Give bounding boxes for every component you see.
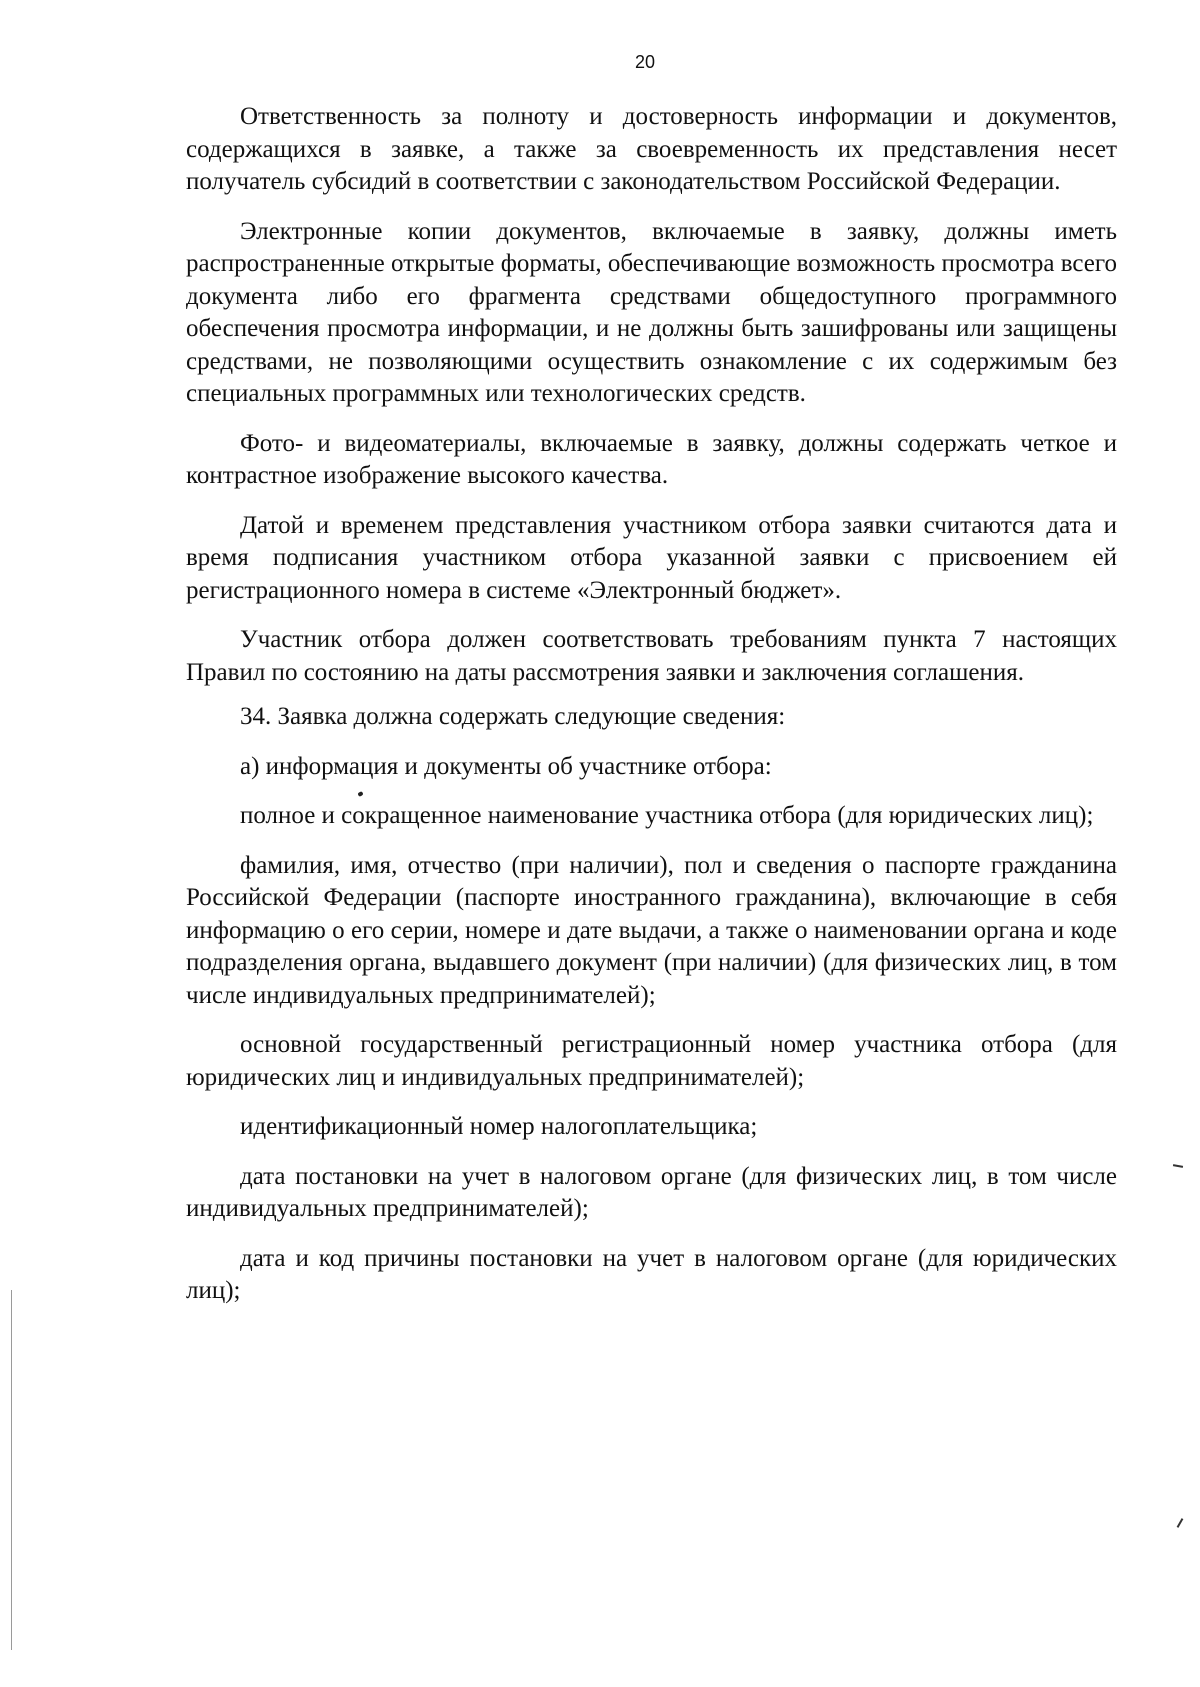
scan-dash-mark (1173, 1164, 1183, 1168)
paragraph-subitem-a: а) информация и документы об участнике отбора: (240, 752, 772, 780)
paragraph-electronic-copies: Электронные копии документов, включаемые в заявку, должны иметь распространенные открытые форматы, обеспечивающие возможность просмотра всего документа либо его фрагмента средствами общедоступного программного обеспечения просмотра информации, и не должны быть зашифрованы или защищены средствами, не позволяющими осуществить ознакомление с их содержимым без специальных программных или технологических средств. (186, 217, 1117, 407)
page-number: 20 (634, 52, 656, 72)
scan-margin-line (11, 1290, 12, 1650)
paragraph-participant-requirements: Участник отбора должен соответствовать требованиям пункта 7 настоящих Правил по состоянию на даты рассмотрения заявки и заключения соглашения. (186, 626, 1117, 686)
paragraph-photo-video: Фото- и видеоматериалы, включаемые в заявку, должны содержать четкое и контрастное изображение высокого качества. (186, 429, 1117, 489)
paragraph-passport-details: фамилия, имя, отчество (при наличии), пол и сведения о паспорте гражданина Российской Федерации (паспорте иностранного гражданина), включающие в себя информацию о его серии, номере и дате выдачи, а также о наименовании органа и коде подразделения органа, выдавшего документ (при наличии) (для физических лиц, в том числе индивидуальных предпринимателей); (186, 851, 1117, 1009)
paragraph-inn: идентификационный номер налогоплательщика; (240, 1113, 758, 1140)
paragraph-tax-registration-individuals: дата постановки на учет в налоговом органе (для физических лиц, в том числе индивидуальных предпринимателей); (186, 1162, 1117, 1222)
paragraph-tax-registration-legal: дата и код причины постановки на учет в налоговом органе (для юридических лиц); (186, 1244, 1117, 1304)
paragraph-full-name: полное и сокращенное наименование участника отбора (для юридических лиц); (240, 802, 1094, 829)
document-body (186, 101, 1117, 1325)
paragraph-submission-date: Датой и временем представления участником отбора заявки считаются дата и время подписания участником отбора указанной заявки с присвоением ей регистрационного номера в системе «Электронный бюджет». (186, 511, 1117, 604)
paragraph-item-34: 34. Заявка должна содержать следующие сведения: (240, 703, 786, 730)
scan-tick-mark (1177, 1518, 1184, 1528)
paragraph-responsibility: Ответственность за полноту и достоверность информации и документов, содержащихся в заявке, а также за своевременность их представления несет получатель субсидий в соответствии с законодательством Российской Федерации. (186, 103, 1117, 195)
paragraph-ogrn: основной государственный регистрационный номер участника отбора (для юридических лиц и индивидуальных предпринимателей); (186, 1031, 1117, 1091)
